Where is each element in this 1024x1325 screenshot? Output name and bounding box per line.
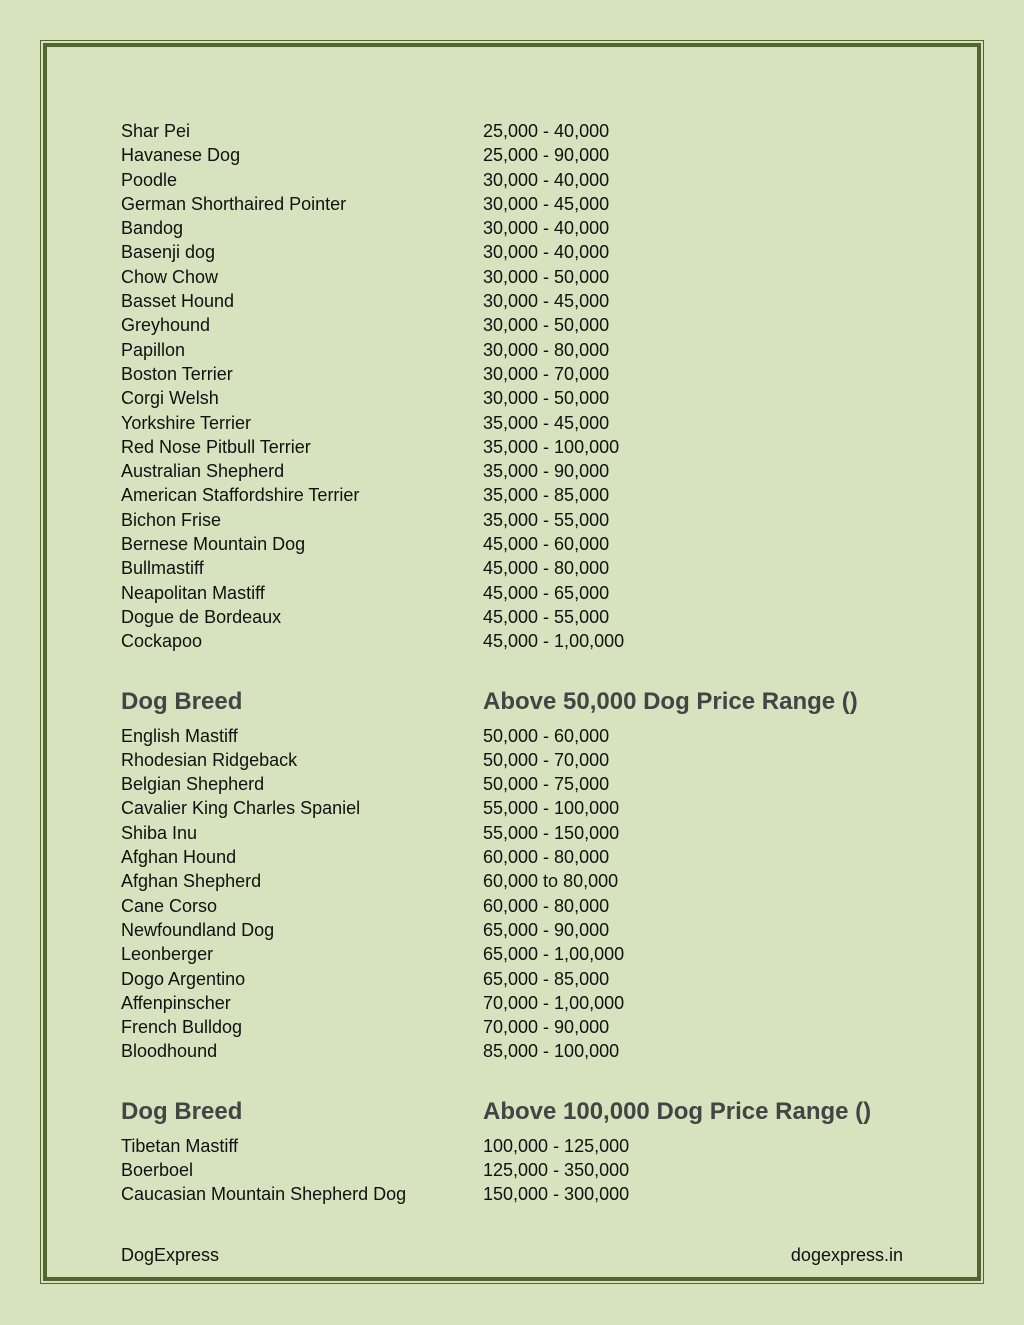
price-range: 30,000 - 50,000 <box>483 266 610 287</box>
price-range: 30,000 - 70,000 <box>483 363 610 384</box>
table-row <box>121 918 911 942</box>
breed-name: Caucasian Mountain Shepherd Dog <box>121 1184 407 1205</box>
table-row <box>121 605 911 629</box>
price-range: 45,000 - 60,000 <box>483 534 610 555</box>
breed-name: Dogo Argentino <box>121 968 246 989</box>
breed-name: Bullmastiff <box>121 558 204 579</box>
breed-name: American Staffordshire Terrier <box>121 485 360 506</box>
table-row <box>121 991 911 1015</box>
table-row <box>121 265 911 289</box>
breed-name: Bernese Mountain Dog <box>121 534 306 555</box>
breed-name: German Shorthaired Pointer <box>121 193 347 214</box>
breed-name: Afghan Shepherd <box>121 871 262 892</box>
table-row <box>121 313 911 337</box>
price-range: 55,000 - 150,000 <box>483 822 620 843</box>
table-row <box>121 1039 911 1063</box>
table-row <box>121 289 911 313</box>
price-range: 70,000 - 1,00,000 <box>483 992 625 1013</box>
table-row <box>121 240 911 264</box>
price-range: 65,000 - 1,00,000 <box>483 944 625 965</box>
breed-name: French Bulldog <box>121 1017 243 1038</box>
table-row <box>121 508 911 532</box>
price-range: 60,000 - 80,000 <box>483 847 610 868</box>
breed-name: Red Nose Pitbull Terrier <box>121 436 311 457</box>
breed-name: Poodle <box>121 169 178 190</box>
price-range: 150,000 - 300,000 <box>483 1184 630 1205</box>
table-row <box>121 1015 911 1039</box>
table-row <box>121 216 911 240</box>
breed-name: Yorkshire Terrier <box>121 412 252 433</box>
table-row <box>121 967 911 991</box>
breed-name: Papillon <box>121 339 186 360</box>
breed-name: Belgian Shepherd <box>121 774 265 795</box>
breed-name: Boston Terrier <box>121 363 233 384</box>
footer-brand: DogExpress <box>121 1245 220 1265</box>
breed-name: Neapolitan Mastiff <box>121 582 265 603</box>
section-heading-above-100000 <box>121 1092 911 1132</box>
price-range: 35,000 - 55,000 <box>483 509 610 530</box>
table-row <box>121 411 911 435</box>
table-row <box>121 869 911 893</box>
breed-name: Australian Shepherd <box>121 461 285 482</box>
price-range: 30,000 - 50,000 <box>483 315 610 336</box>
table-row <box>121 629 911 653</box>
breed-name: Bichon Frise <box>121 509 222 530</box>
breed-name: Shar Pei <box>121 121 191 141</box>
breed-name: Affenpinscher <box>121 992 231 1013</box>
table-row <box>121 845 911 869</box>
breed-name: Cane Corso <box>121 895 218 916</box>
price-range: 25,000 - 90,000 <box>483 145 610 166</box>
breed-name: Bandog <box>121 218 184 239</box>
section-heading-above-50000 <box>121 682 911 722</box>
price-range: 125,000 - 350,000 <box>483 1159 630 1180</box>
table-row <box>121 435 911 459</box>
table-row <box>121 386 911 410</box>
price-range: 85,000 - 100,000 <box>483 1041 620 1062</box>
price-range: 50,000 - 60,000 <box>483 725 610 746</box>
price-range: 55,000 - 100,000 <box>483 798 620 819</box>
breed-name: Cockapoo <box>121 631 203 652</box>
price-range: 30,000 - 40,000 <box>483 169 610 190</box>
price-range: 60,000 - 80,000 <box>483 895 610 916</box>
section-under-50000 <box>121 119 911 654</box>
breed-name: Rhodesian Ridgeback <box>121 749 298 770</box>
price-range: 30,000 - 45,000 <box>483 193 610 214</box>
table-row <box>121 483 911 507</box>
breed-name: Afghan Hound <box>121 847 237 868</box>
table-row <box>121 942 911 966</box>
table-row <box>121 821 911 845</box>
price-range: 45,000 - 65,000 <box>483 582 610 603</box>
breed-name: Basenji dog <box>121 242 216 263</box>
heading-dog-breed: Dog Breed <box>121 1097 243 1125</box>
heading-dog-breed: Dog Breed <box>121 687 243 715</box>
breed-name: English Mastiff <box>121 725 238 746</box>
table-row <box>121 581 911 605</box>
price-range: 60,000 to 80,000 <box>483 871 619 892</box>
price-range: 35,000 - 90,000 <box>483 461 610 482</box>
table-row <box>121 1158 911 1182</box>
price-range: 35,000 - 45,000 <box>483 412 610 433</box>
footer-site-link[interactable]: dogexpress.in <box>790 1245 903 1265</box>
table-row <box>121 532 911 556</box>
breed-name: Chow Chow <box>121 266 219 287</box>
price-range: 30,000 - 45,000 <box>483 291 610 312</box>
table-row <box>121 1134 911 1158</box>
table-row <box>121 556 911 580</box>
price-range: 30,000 - 80,000 <box>483 339 610 360</box>
table-row <box>121 168 911 192</box>
table-row <box>121 459 911 483</box>
breed-name: Boerboel <box>121 1159 194 1180</box>
breed-name: Greyhound <box>121 315 211 336</box>
table-row <box>121 143 911 167</box>
heading-price-range: Above 100,000 Dog Price Range () <box>483 1097 872 1125</box>
price-range: 35,000 - 100,000 <box>483 436 620 457</box>
price-range: 25,000 - 40,000 <box>483 121 610 141</box>
table-row <box>121 338 911 362</box>
price-range: 30,000 - 40,000 <box>483 218 610 239</box>
price-range: 65,000 - 90,000 <box>483 919 610 940</box>
breed-name: Leonberger <box>121 944 214 965</box>
breed-name: Basset Hound <box>121 291 235 312</box>
price-range: 35,000 - 85,000 <box>483 485 610 506</box>
price-range: 30,000 - 50,000 <box>483 388 610 409</box>
breed-name: Shiba Inu <box>121 822 198 843</box>
breed-name: Tibetan Mastiff <box>121 1135 239 1156</box>
price-table <box>121 119 911 1207</box>
breed-name: Newfoundland Dog <box>121 919 275 940</box>
table-row <box>121 748 911 772</box>
table-row <box>121 796 911 820</box>
price-range: 70,000 - 90,000 <box>483 1017 610 1038</box>
breed-name: Bloodhound <box>121 1041 218 1062</box>
breed-name: Havanese Dog <box>121 145 241 166</box>
table-row <box>121 894 911 918</box>
heading-price-range: Above 50,000 Dog Price Range () <box>483 687 858 715</box>
price-range: 100,000 - 125,000 <box>483 1135 630 1156</box>
table-row <box>121 724 911 748</box>
section-above-100000 <box>121 1134 911 1207</box>
price-range: 45,000 - 55,000 <box>483 606 610 627</box>
table-row <box>121 362 911 386</box>
table-row <box>121 772 911 796</box>
breed-name: Dogue de Bordeaux <box>121 606 282 627</box>
table-row <box>121 192 911 216</box>
table-row <box>121 1182 911 1206</box>
price-range: 30,000 - 40,000 <box>483 242 610 263</box>
price-range: 50,000 - 70,000 <box>483 749 610 770</box>
page-footer <box>121 1243 903 1267</box>
price-range: 50,000 - 75,000 <box>483 774 610 795</box>
breed-name: Corgi Welsh <box>121 388 219 409</box>
breed-name: Cavalier King Charles Spaniel <box>121 798 361 819</box>
table-row <box>121 119 911 143</box>
price-range: 65,000 - 85,000 <box>483 968 610 989</box>
price-range: 45,000 - 80,000 <box>483 558 610 579</box>
price-range: 45,000 - 1,00,000 <box>483 631 625 652</box>
section-above-50000 <box>121 724 911 1064</box>
